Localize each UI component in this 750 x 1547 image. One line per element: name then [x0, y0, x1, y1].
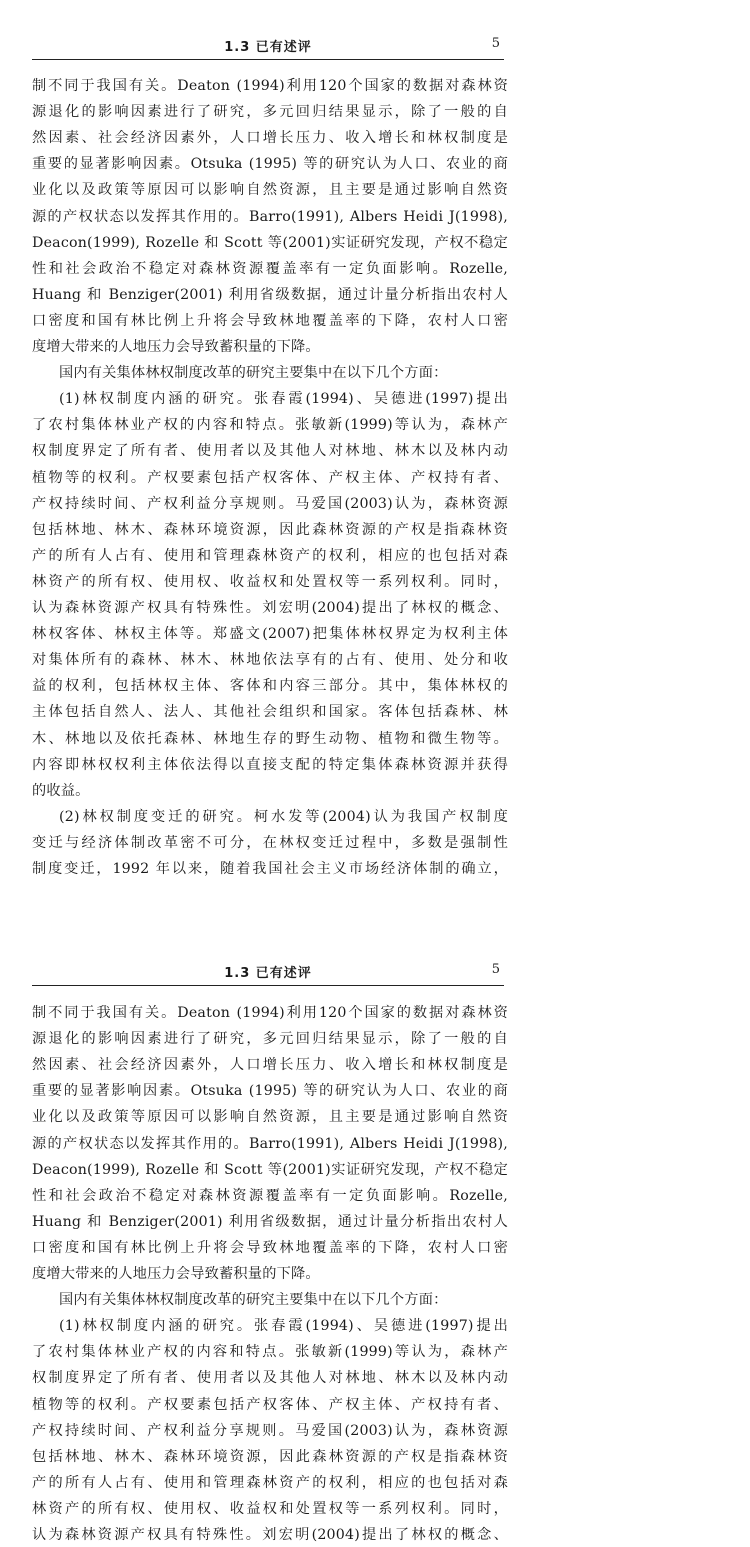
text-line: (1)林权制度内涵的研究。张春霞(1994)、吴德进(1997)提出	[59, 1318, 508, 1335]
text-line: 了农村集体林业产权的内容和特点。张敏新(1999)等认为，森林产	[32, 417, 508, 434]
text-line: 性和社会政治不稳定对森林资源覆盖率有一定负面影响。Rozelle,	[32, 1187, 508, 1204]
text-line: 内容即林权权利主体依法得以直接支配的特定集体森林资源并获得	[32, 756, 508, 773]
text-line: 产权持续时间、产权利益分享规则。马爱国(2003)认为，森林资源	[32, 1422, 508, 1439]
text-line: 然因素、社会经济因素外，人口增长压力、收入增长和林权制度是	[32, 1057, 508, 1074]
text-line: 林权客体、林权主体等。郑盛文(2007)把集体林权界定为权利主体	[32, 626, 508, 643]
running-header	[32, 959, 504, 986]
text-line: 木、林地以及依托森林、林地生存的野生动物、植物和微生物等。	[32, 730, 508, 747]
page-number: 5	[491, 36, 500, 51]
text-line: (2)林权制度变迁的研究。柯水发等(2004)认为我国产权制度	[59, 808, 508, 825]
text-line: 度增大带来的人地压力会导致蓄积量的下降。	[32, 1266, 320, 1282]
text-line: 认为森林资源产权具有特殊性。刘宏明(2004)提出了林权的概念、	[32, 1527, 508, 1543]
text-line: 源退化的影响因素进行了研究，多元回归结果显示，除了一般的自	[32, 1031, 508, 1048]
text-line: 国内有关集体林权制度改革的研究主要集中在以下几个方面：	[59, 365, 448, 382]
text-line: 权制度界定了所有者、使用者以及其他人对林地、林木以及林内动	[32, 1370, 508, 1387]
text-line: 度增大带来的人地压力会导致蓄积量的下降。	[32, 339, 320, 355]
text-line: 主体包括自然人、法人、其他社会组织和国家。客体包括森林、林	[32, 704, 508, 721]
text-line: Deacon(1999), Rozelle 和 Scott 等(2001)实证研究发现，产权不稳定	[32, 1161, 508, 1178]
text-line: 产的所有人占有、使用和管理森林资产的权利，相应的也包括对森	[32, 547, 508, 564]
text-line: 源的产权状态以发挥其作用的。Barro(1991), Albers Heidi J(1998),	[32, 208, 508, 225]
text-line: 权制度界定了所有者、使用者以及其他人对林地、林木以及林内动	[32, 443, 508, 460]
page-bottom	[0, 930, 750, 1546]
text-line: 制不同于我国有关。Deaton (1994)利用120个国家的数据对森林资	[32, 78, 508, 94]
text-line: 植物等的权利。产权要素包括产权客体、产权主体、产权持有者、	[32, 1396, 508, 1413]
text-line: 包括林地、林木、森林环境资源，因此森林资源的产权是指森林资	[32, 1448, 508, 1465]
text-line: 性和社会政治不稳定对森林资源覆盖率有一定负面影响。Rozelle,	[32, 260, 508, 277]
text-line: 业化以及政策等原因可以影响自然资源，且主要是通过影响自然资	[32, 182, 508, 199]
text-line: 业化以及政策等原因可以影响自然资源，且主要是通过影响自然资	[32, 1109, 508, 1126]
text-line: 源的产权状态以发挥其作用的。Barro(1991), Albers Heidi J(1998),	[32, 1135, 508, 1152]
text-line: 的收益。	[32, 782, 90, 799]
text-line: Huang 和 Benziger(2001) 利用省级数据，通过计量分析指出农村人	[32, 286, 508, 303]
text-line: 对集体所有的森林、林木、林地依法享有的占有、使用、处分和收	[32, 652, 508, 669]
text-line: 益的权利，包括林权主体、客体和内容三部分。其中，集体林权的	[32, 678, 508, 695]
text-line: Huang 和 Benziger(2001) 利用省级数据，通过计量分析指出农村人	[32, 1213, 508, 1230]
text-line: 制度变迁，1992 年以来，随着我国社会主义市场经济体制的确立，	[32, 861, 508, 877]
text-line: 然因素、社会经济因素外，人口增长压力、收入增长和林权制度是	[32, 130, 508, 147]
text-line: (1)林权制度内涵的研究。张春霞(1994)、吴德进(1997)提出	[59, 391, 508, 408]
text-line: 产权持续时间、产权利益分享规则。马爱国(2003)认为，森林资源	[32, 495, 508, 512]
text-line: 包括林地、林木、森林环境资源，因此森林资源的产权是指森林资	[32, 521, 508, 538]
section-title: 1.3 已有述评	[224, 40, 312, 55]
text-line: 口密度和国有林比例上升将会导致林地覆盖率的下降，农村人口密	[32, 1239, 508, 1256]
text-line: 重要的显著影响因素。Otsuka (1995) 等的研究认为人口、农业的商	[32, 1083, 508, 1100]
text-line: 源退化的影响因素进行了研究，多元回归结果显示，除了一般的自	[32, 104, 508, 121]
text-line: 重要的显著影响因素。Otsuka (1995) 等的研究认为人口、农业的商	[32, 156, 508, 173]
section-title: 1.3 已有述评	[224, 966, 312, 981]
text-line: 植物等的权利。产权要素包括产权客体、产权主体、产权持有者、	[32, 469, 508, 486]
text-line: 变迁与经济体制改革密不可分，在林权变迁过程中，多数是强制性	[32, 834, 508, 851]
text-line: 口密度和国有林比例上升将会导致林地覆盖率的下降，农村人口密	[32, 312, 508, 329]
text-line: 国内有关集体林权制度改革的研究主要集中在以下几个方面：	[59, 1292, 448, 1309]
text-line: 制不同于我国有关。Deaton (1994)利用120个国家的数据对森林资	[32, 1005, 508, 1021]
text-line: 林资产的所有权、使用权、收益权和处置权等一系列权利。同时，	[32, 573, 508, 590]
page-number: 5	[491, 962, 500, 977]
text-line: 认为森林资源产权具有特殊性。刘宏明(2004)提出了林权的概念、	[32, 600, 508, 616]
text-line: Deacon(1999), Rozelle 和 Scott 等(2001)实证研究发现，产权不稳定	[32, 234, 508, 251]
text-line: 产的所有人占有、使用和管理森林资产的权利，相应的也包括对森	[32, 1474, 508, 1491]
text-line: 了农村集体林业产权的内容和特点。张敏新(1999)等认为，森林产	[32, 1344, 508, 1361]
running-header	[32, 33, 504, 60]
text-line: 林资产的所有权、使用权、收益权和处置权等一系列权利。同时，	[32, 1500, 508, 1517]
